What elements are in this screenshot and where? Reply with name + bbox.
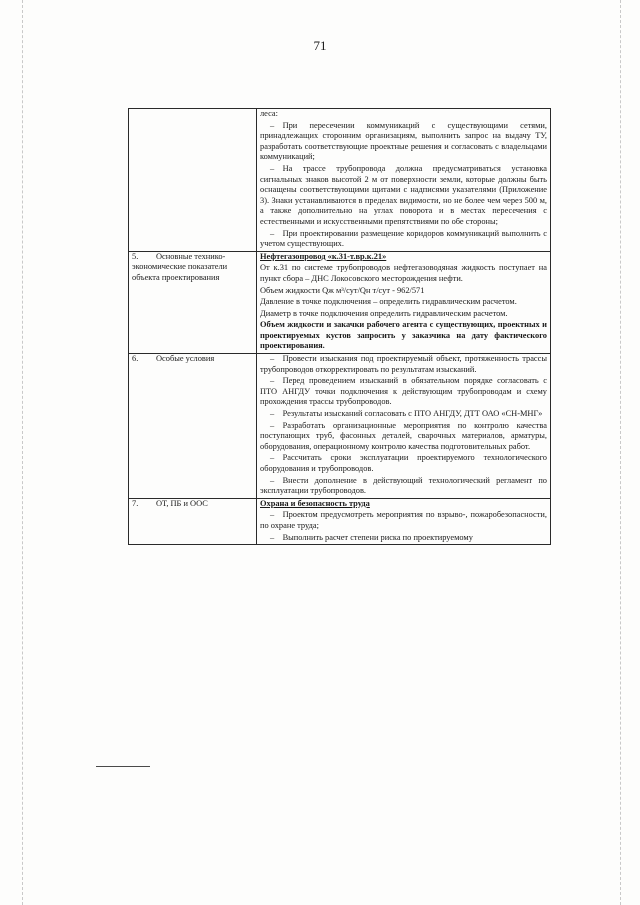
scan-edge-left xyxy=(22,0,23,905)
paragraph: – Проектом предусмотреть мероприятия по взрыво-, пожаробезопасности, по охране труда; xyxy=(260,510,547,530)
table-row xyxy=(129,251,551,353)
section-title: ОТ, ПБ и ООС xyxy=(156,498,208,508)
paragraph: – Разработать организационные мероприятия по контролю качества поступающих труб, фасонных деталей, сварочных материалов, арматуры, оборудования, операционному контролю качества подготовительных работ. xyxy=(260,420,547,451)
scan-edge-right xyxy=(620,0,621,905)
paragraph: – Рассчитать сроки эксплуатации проектируемого технологического оборудования и трубопроводов. xyxy=(260,453,547,473)
footnote-line xyxy=(96,766,150,767)
paragraph: леса: xyxy=(260,109,278,118)
section-content xyxy=(257,354,551,499)
paragraph: Диаметр в точке подключения определить гидравлическим расчетом. xyxy=(260,308,508,318)
section-number: 7. xyxy=(132,498,139,508)
section-title: Особые условия xyxy=(156,354,215,364)
requirements-table xyxy=(128,108,551,545)
section-title: Основные технико-экономические показатели объекта проектирования xyxy=(132,251,228,282)
page-number: 71 xyxy=(313,38,327,53)
paragraph: Объем жидкости и закачки рабочего агента с существующих, проектных и проектируемых кустов запросить у заказчика на дату фактического проектирования. xyxy=(260,320,547,351)
section-number: 5. xyxy=(132,251,139,261)
section-heading: Охрана и безопасность труда xyxy=(260,498,370,508)
section-content xyxy=(257,498,551,544)
paragraph: – Выполнить расчет степени риска по проектируемому xyxy=(270,532,473,542)
table-row xyxy=(129,354,551,499)
paragraph: – Внести дополнение в действующий технологический регламент по эксплуатации трубопроводов. xyxy=(260,475,547,496)
paragraph: От к.31 по системе трубопроводов нефтегазоводяная жидкость поступает на пункт сбора – ДНС Локосовского месторождения нефти. xyxy=(260,263,547,283)
section-content xyxy=(257,251,551,353)
paragraph: Объем жидкости Qж м³/сут/Qн т/сут - 962/571 xyxy=(260,285,425,295)
paragraph: – Перед проведением изысканий в обязательном порядке согласовать с ПТО АНГДУ точки подключения к действующим трубопроводам и схему прохождения трассы трубопроводов. xyxy=(260,376,547,407)
paragraph: – При пересечении коммуникаций с существующими сетями, принадлежащих сторонним организациям, выполнить запрос на выдачу ТУ, разработать соответствующие проектные решения и согласовать с владельцами коммуникаций; xyxy=(260,120,547,162)
paragraph: – Провести изыскания под проектируемый объект, протяженность трассы трубопроводов откорректировать по результатам изысканий. xyxy=(260,354,547,374)
section-cell xyxy=(129,498,257,544)
table-row xyxy=(129,109,551,252)
paragraph: – На трассе трубопровода должна предусматриваться установка сигнальных знаков высотой 2 м от поверхности земли, которые должны быть оснащены соответствующими щитами с надписями указателями (Приложение 3). Знаки устанавливаются в пределах видимости, но не более чем через 500 м, а также дополнительно на углах поворота и в местах пересечения с естественными и искусственными препятствиями по обе стороны; xyxy=(260,163,547,226)
section-cell xyxy=(129,109,257,252)
section-number: 6. xyxy=(132,354,139,364)
table-row xyxy=(129,498,551,544)
section-cell xyxy=(129,251,257,353)
section-heading: Нефтегазопровод «к.31-т.вр.к.21» xyxy=(260,251,387,261)
section-cell xyxy=(129,354,257,499)
paragraph: – При проектировании размещение коридоров коммуникаций выполнить с учетом существующих. xyxy=(260,228,547,249)
paragraph: Давление в точке подключения – определить гидравлическим расчетом. xyxy=(260,297,517,307)
section-content xyxy=(257,109,551,252)
paragraph: – Результаты изысканий согласовать с ПТО АНГДУ, ДТТ ОАО «СН-МНГ» xyxy=(270,409,543,419)
